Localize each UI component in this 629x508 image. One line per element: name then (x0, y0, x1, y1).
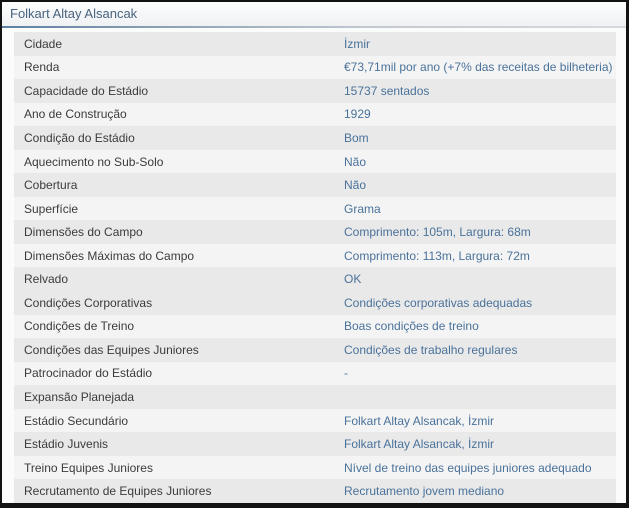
row-value: Boas condições de treino (344, 319, 479, 334)
table-row (14, 173, 616, 197)
row-label: Condições das Equipes Juniores (24, 342, 199, 357)
panel-title: Folkart Altay Alsancak (2, 2, 626, 26)
row-value: İzmir (344, 36, 370, 51)
table-row (14, 432, 616, 456)
row-label: Capacidade do Estádio (24, 83, 149, 98)
table-row (14, 197, 616, 221)
row-value: 15737 sentados (344, 83, 430, 98)
row-label: Cidade (24, 36, 63, 51)
table-row (14, 220, 616, 244)
row-value: €73,71mil por ano (+7% das receitas de bilheteria) (344, 60, 613, 75)
row-value: Não (344, 154, 367, 169)
row-label: Recrutamento de Equipes Juniores (24, 484, 212, 499)
row-label: Cobertura (24, 178, 78, 193)
row-value: Comprimento: 113m, Largura: 72m (344, 248, 530, 263)
row-value: Bom (344, 130, 369, 145)
table-row (14, 32, 616, 56)
row-label: Expansão Planejada (24, 389, 135, 404)
table-row (14, 385, 616, 409)
row-label: Condição do Estádio (24, 130, 135, 145)
row-value: Folkart Altay Alsancak, İzmir (344, 413, 495, 428)
row-value: Grama (344, 201, 381, 216)
table-row (14, 56, 616, 80)
row-label: Patrocinador do Estádio (24, 366, 153, 381)
table-row (14, 338, 616, 362)
row-value: OK (344, 272, 362, 287)
row-label: Dimensões do Campo (24, 225, 143, 240)
row-label: Estádio Secundário (24, 413, 129, 428)
stadium-info-table (2, 32, 626, 503)
row-label: Dimensões Máximas do Campo (24, 248, 195, 263)
row-value: - (344, 366, 348, 381)
table-row (14, 362, 616, 386)
row-value: Condições de trabalho regulares (344, 342, 518, 357)
table-row (14, 267, 616, 291)
row-label: Renda (24, 60, 60, 75)
row-value: Não (344, 178, 367, 193)
row-value: 1929 (344, 107, 371, 122)
row-label: Treino Equipes Juniores (24, 460, 153, 475)
table-row (14, 409, 616, 433)
table-row (14, 315, 616, 339)
table-row (14, 103, 616, 127)
table-row (14, 126, 616, 150)
row-label: Condições de Treino (24, 319, 135, 334)
table-row (14, 150, 616, 174)
row-label: Ano de Construção (24, 107, 127, 122)
row-value: Nível de treino das equipes juniores adequado (344, 460, 592, 475)
row-value: Condições corporativas adequadas (344, 295, 533, 310)
table-row (14, 479, 616, 503)
row-value: Recrutamento jovem mediano (344, 484, 505, 499)
table-row (14, 244, 616, 268)
row-label: Aquecimento no Sub-Solo (24, 154, 164, 169)
row-label: Superfície (24, 201, 79, 216)
row-value: Folkart Altay Alsancak, İzmir (344, 437, 495, 452)
row-label: Condições Corporativas (24, 295, 153, 310)
table-row (14, 79, 616, 103)
row-value: Comprimento: 105m, Largura: 68m (344, 225, 531, 240)
table-row (14, 456, 616, 480)
row-label: Relvado (24, 272, 69, 287)
table-row (14, 291, 616, 315)
row-label: Estádio Juvenis (24, 437, 109, 452)
